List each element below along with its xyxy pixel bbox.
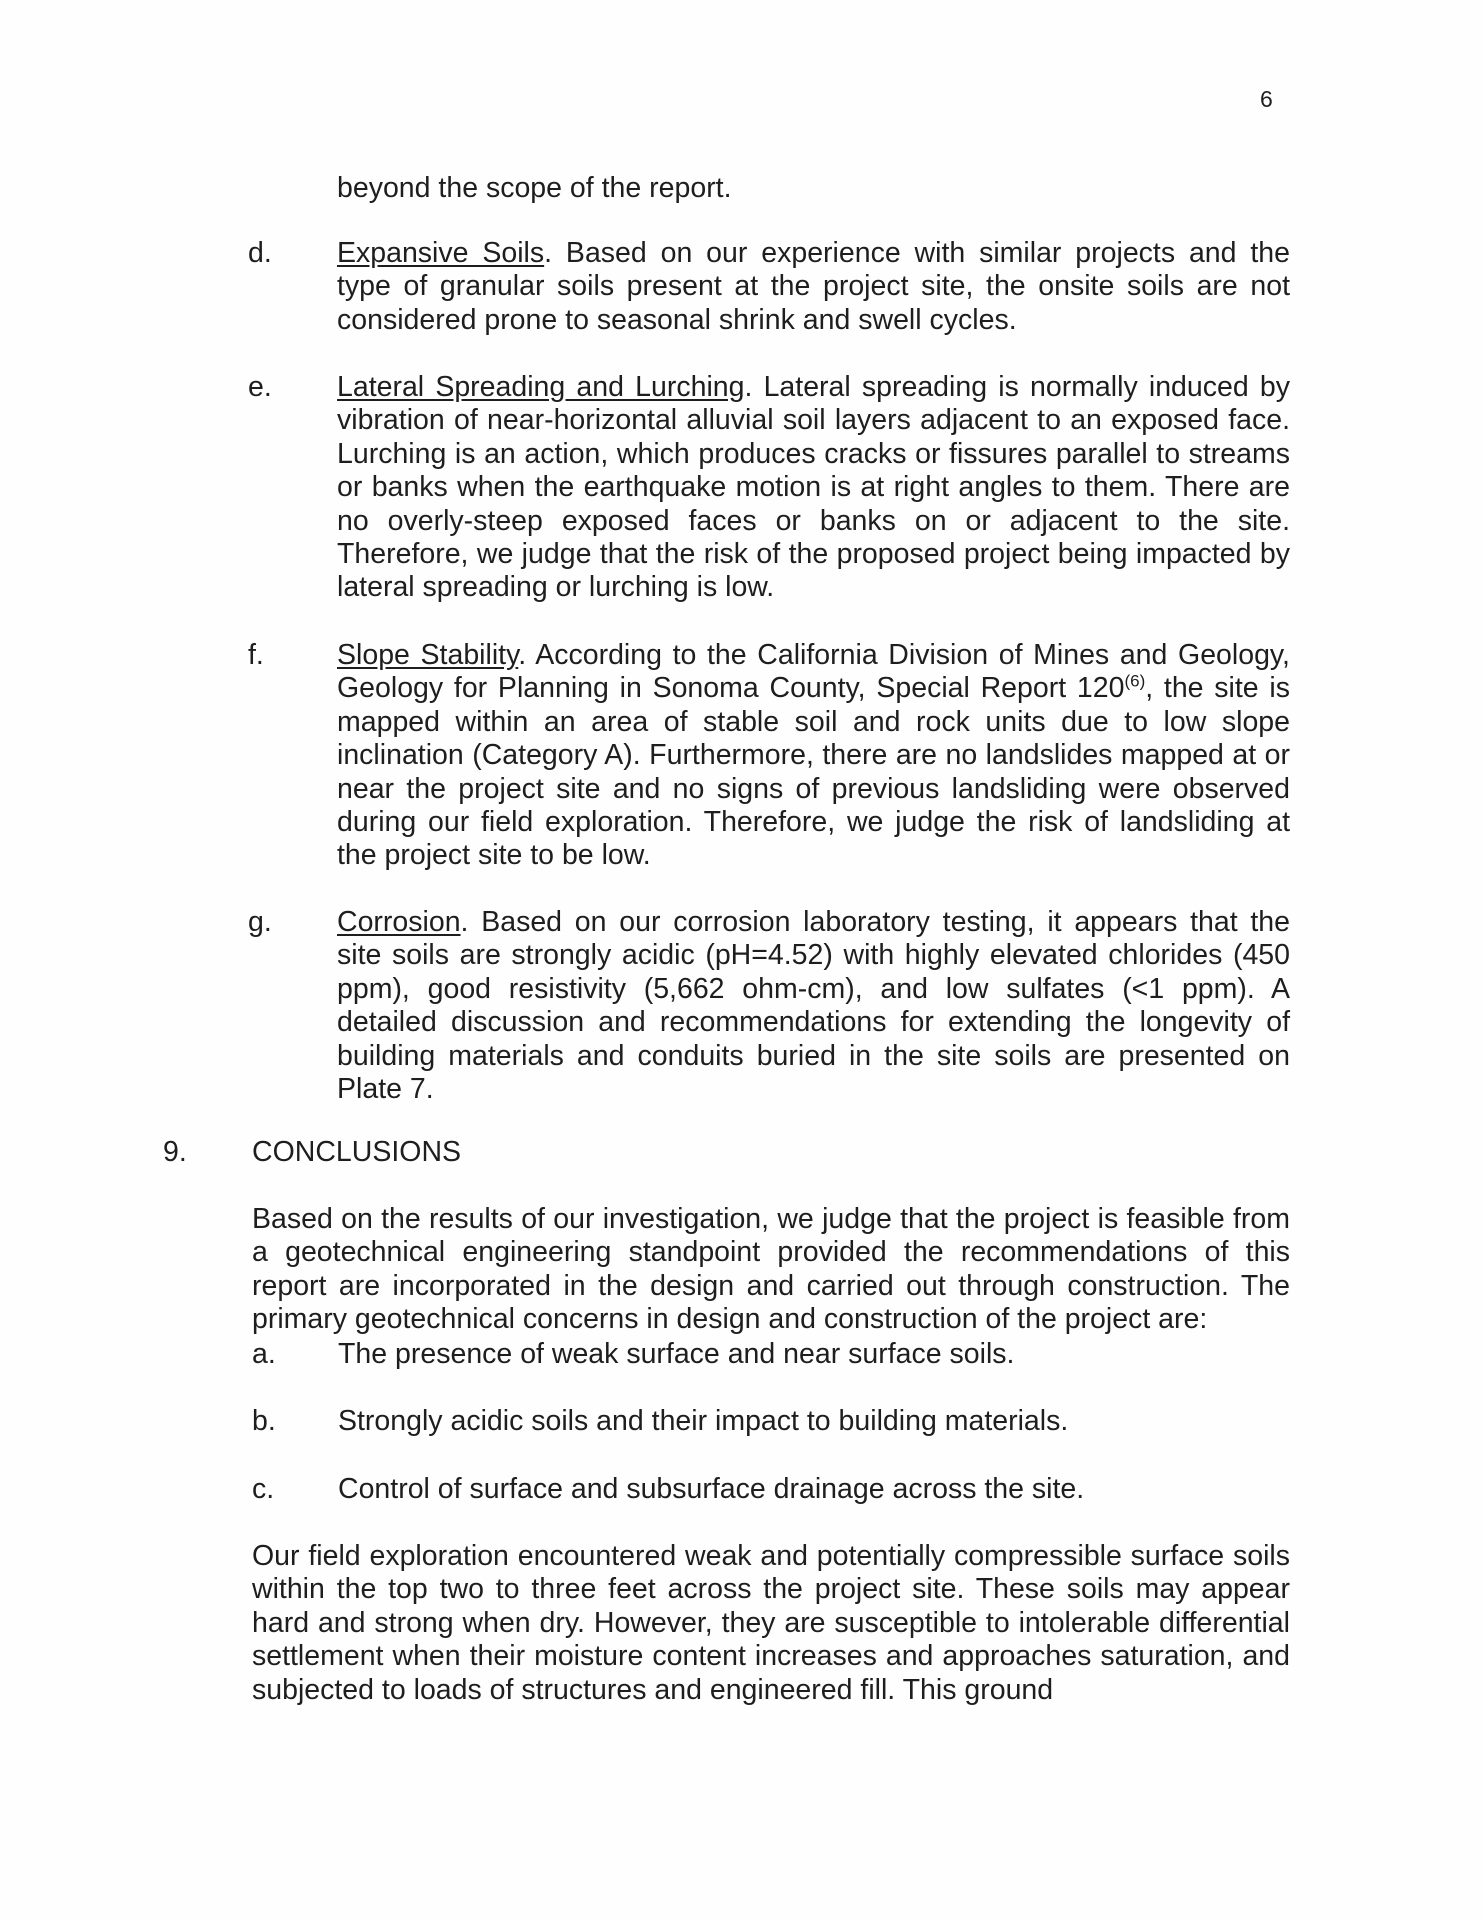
item-body (337, 906, 1290, 1106)
item-letter: f. (248, 639, 264, 671)
item-text: . Based on our experience with similar projects and the type of granular soils present at the project site, the onsite soils are not considered prone to seasonal shrink and swell cycles. (337, 237, 1290, 336)
item-heading: Slope Stability (337, 639, 519, 671)
item-body (337, 237, 1290, 337)
concern-text: The presence of weak surface and near surface soils. (338, 1338, 1015, 1370)
concern-text: Control of surface and subsurface drainage across the site. (338, 1473, 1085, 1505)
item-body (337, 371, 1290, 605)
concern-letter: a. (252, 1338, 276, 1370)
item-heading: Lateral Spreading and Lurching (337, 371, 745, 403)
conclusions-intro: Based on the results of our investigation, we judge that the project is feasible from a geotechnical engineering standpoint provided the recommendations of this report are incorporated in the design and carried out through construction. The primary geotechnical concerns in design and construction of the project are: (252, 1203, 1290, 1336)
concern-item (252, 1473, 1290, 1506)
item-letter: e. (248, 371, 272, 403)
item-heading: Corrosion (337, 906, 461, 938)
concern-letter: c. (252, 1473, 275, 1505)
conclusions-closing: Our field exploration encountered weak and potentially compressible surface soils within the top two to three feet across the project site. These soils may appear hard and strong when dry. However, they are susceptible to intolerable differential settlement when their moisture content increases and approaches saturation, and subjected to loads of structures and engineered fill. This ground (252, 1540, 1290, 1706)
concern-item (252, 1338, 1290, 1371)
item-letter: g. (248, 906, 272, 938)
item-corrosion (248, 906, 1290, 1106)
item-heading: Expansive Soils (337, 237, 545, 269)
item-lateral-spreading (248, 371, 1290, 605)
item-text-continued: , the site is mapped within an area of stable soil and rock units due to low slope inclination (Category A). Furthermore, there are no landslides mapped at or near the project site and no signs of previous landsliding were observed during our field exploration. Therefore, we judge the risk of landsliding at the project site to be low. (337, 672, 1290, 872)
item-body (337, 639, 1290, 873)
page-number: 6 (1260, 86, 1273, 112)
section-number: 9. (163, 1136, 187, 1168)
concern-letter: b. (252, 1405, 276, 1437)
item-letter: d. (248, 237, 272, 269)
continuation-line: beyond the scope of the report. (337, 172, 732, 204)
item-expansive-soils (248, 237, 1290, 337)
section-title: CONCLUSIONS (252, 1136, 462, 1168)
concern-text: Strongly acidic soils and their impact to building materials. (338, 1405, 1069, 1437)
item-text: . Based on our corrosion laboratory testing, it appears that the site soils are strongly acidic (pH=4.52) with highly elevated chlorides (450 ppm), good resistivity (5,662 ohm-cm), and low sulfates (<1 ppm). A detailed discussion and recommendations for extending the longevity of building materials and conduits buried in the site soils are presented on Plate 7. (337, 906, 1290, 1106)
reference-superscript: (6) (1124, 671, 1146, 691)
item-text: . According to the California Division of Mines and Geology, Geology for Planning in Sonoma County, Special Report 120 (337, 639, 1290, 705)
item-slope-stability (248, 639, 1290, 873)
concern-item (252, 1405, 1290, 1438)
item-text: . Lateral spreading is normally induced by vibration of near-horizontal alluvial soil layers adjacent to an exposed face. Lurching is an action, which produces cracks or fissures parallel to streams or banks when the earthquake motion is at right angles to them. There are no overly-steep exposed faces or banks on or adjacent to the site. Therefore, we judge that the risk of the proposed project being impacted by lateral spreading or lurching is low. (337, 371, 1290, 604)
